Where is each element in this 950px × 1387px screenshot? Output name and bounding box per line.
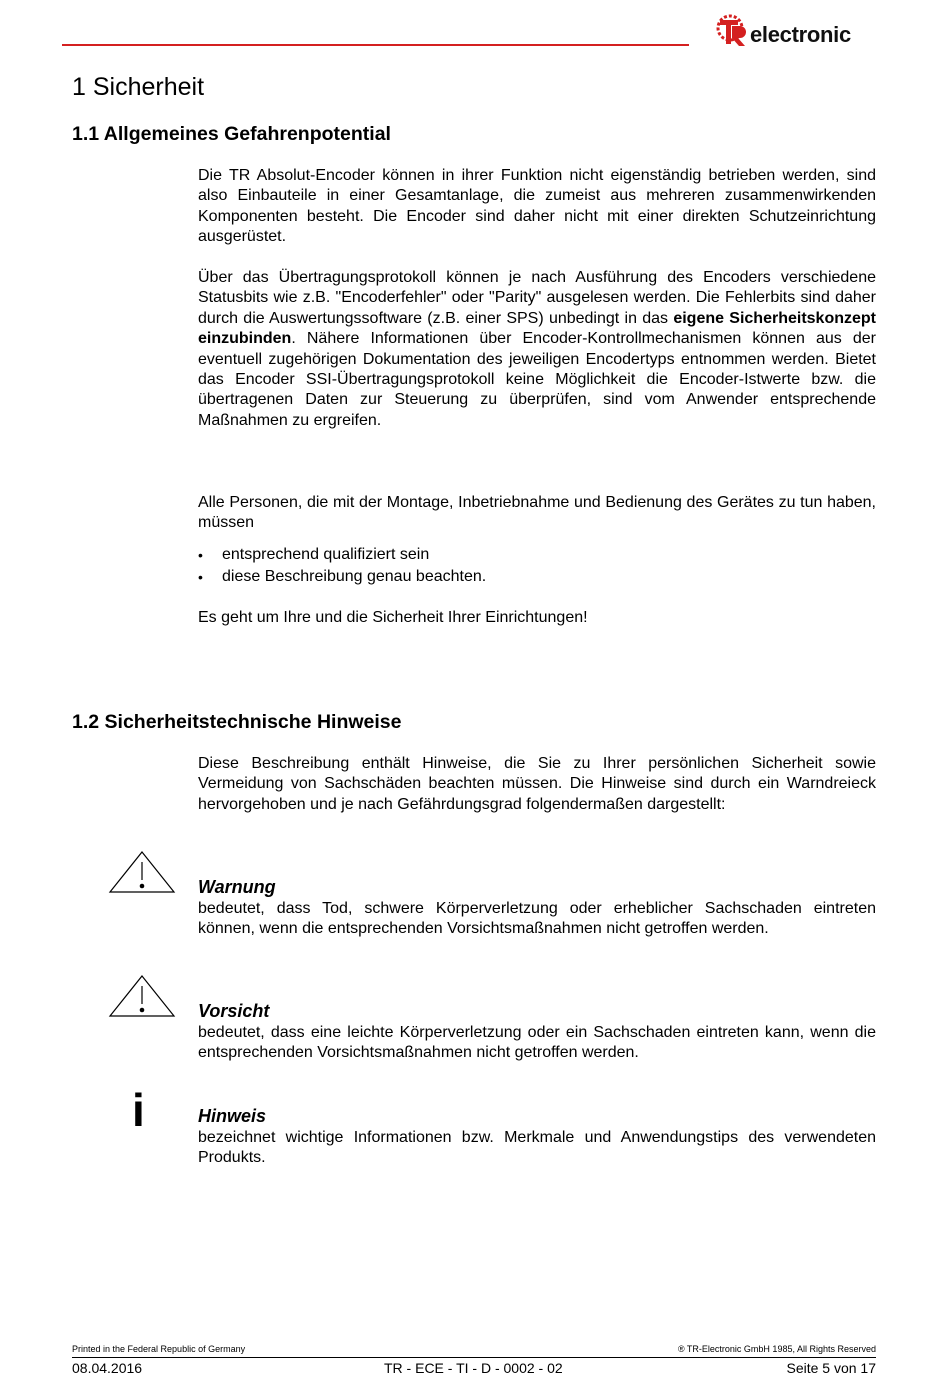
paragraph-statusbits-part2: . Nähere Informationen über Encoder-Kontrollmechanismen können aus der eventuell zugehörigen Dokumentation des jeweiligen Encodertyps entnommen werden. Bietet das Encoder SSI-Übertragungsprotokoll keine Möglichkeit die Encoder-Istwerte bzw. die übertragenen Daten zur Steuerung zu überprüfen, sind vom Anwender entsprechende Maßnahmen zu ergreifen. (198, 330, 876, 429)
header-rule (62, 44, 689, 46)
footer-doc-number: TR - ECE - TI - D - 0002 - 02 (384, 1360, 563, 1376)
company-logo (716, 14, 876, 48)
paragraph-hints-intro: Diese Beschreibung enthält Hinweise, die Sie zu Ihrer persönlichen Sicherheit sowie Vermeidung von Sachschäden beachten müssen. Die Hinweise sind durch ein Warndreieck hervorgehoben und je nach Gefährdungsgrad folgendermaßen dargestellt: (198, 755, 876, 813)
paragraph-safety-note: Es geht um Ihre und die Sicherheit Ihrer Einrichtungen! (198, 609, 588, 626)
paragraph-encoder-intro: Die TR Absolut-Encoder können in ihrer Funktion nicht eigenständig betrieben werden, sind also Einbauteile in einer Gesamtanlage, die zumeist aus mehreren zusammenwirkenden Komponenten besteht. Die Encoder sind daher nicht mit einer direkten Schutzeinrichtung ausgerüstet. (198, 167, 876, 246)
warning-title: Warnung (198, 877, 276, 897)
subsection-title-1-1: 1.1 Allgemeines Gefahrenpotential (72, 123, 391, 145)
footer-page-number: Seite 5 von 17 (786, 1360, 876, 1376)
footer-date: 08.04.2016 (72, 1360, 143, 1376)
logo-wordmark: electronic (750, 22, 851, 47)
footer-printed: Printed in the Federal Republic of Germany (72, 1344, 246, 1354)
warning-text: bedeutet, dass Tod, schwere Körperverletzung oder erheblicher Sachschaden eintreten können, wenn die entsprechenden Vorsichtsmaßnahmen nicht getroffen werden. (198, 900, 876, 938)
caution-text: bedeutet, dass eine leichte Körperverletzung oder ein Sachschaden eintreten kann, wenn die entsprechenden Vorsichtsmaßnahmen nicht getroffen werden. (198, 1024, 876, 1062)
subsection-title-1-2: 1.2 Sicherheitstechnische Hinweise (72, 711, 402, 733)
caution-title: Vorsicht (198, 1001, 270, 1021)
footer-copyright: ® TR-Electronic GmbH 1985, All Rights Reserved (677, 1344, 876, 1354)
list-item: • diese Beschreibung genau beachten. (198, 566, 876, 588)
list-item: • entsprechend qualifiziert sein (198, 544, 876, 566)
paragraph-personnel: Alle Personen, die mit der Montage, Inbetriebnahme und Bedienung des Gerätes zu tun haben, müssen (198, 494, 876, 532)
warning-triangle-icon (108, 974, 176, 1018)
bullet-list (198, 544, 876, 588)
info-icon: i (132, 1084, 145, 1136)
warning-triangle-icon (108, 850, 176, 894)
paragraph-statusbits (198, 268, 876, 431)
paragraph-statusbits-bold: eigene Sicherheitskonzept einzubinden (198, 309, 876, 348)
paragraph-statusbits-part1: Über das Übertragungsprotokoll können je nach Ausführung des Encoders verschiedene Statusbits wie z.B. "Encoderfehler" oder "Parity" ausgelesen werden. Die Fehlerbits sind daher durch die Auswertungssoftware (z.B. einer SPS) unbedingt in das (198, 269, 876, 327)
section-title: 1 Sicherheit (72, 73, 205, 101)
hint-text: bezeichnet wichtige Informationen bzw. Merkmale und Anwendungstips des verwendeten Produkts. (198, 1129, 876, 1167)
hint-title: Hinweis (198, 1106, 267, 1126)
tr-logo-icon (716, 14, 750, 48)
footer-rule (72, 1357, 876, 1358)
